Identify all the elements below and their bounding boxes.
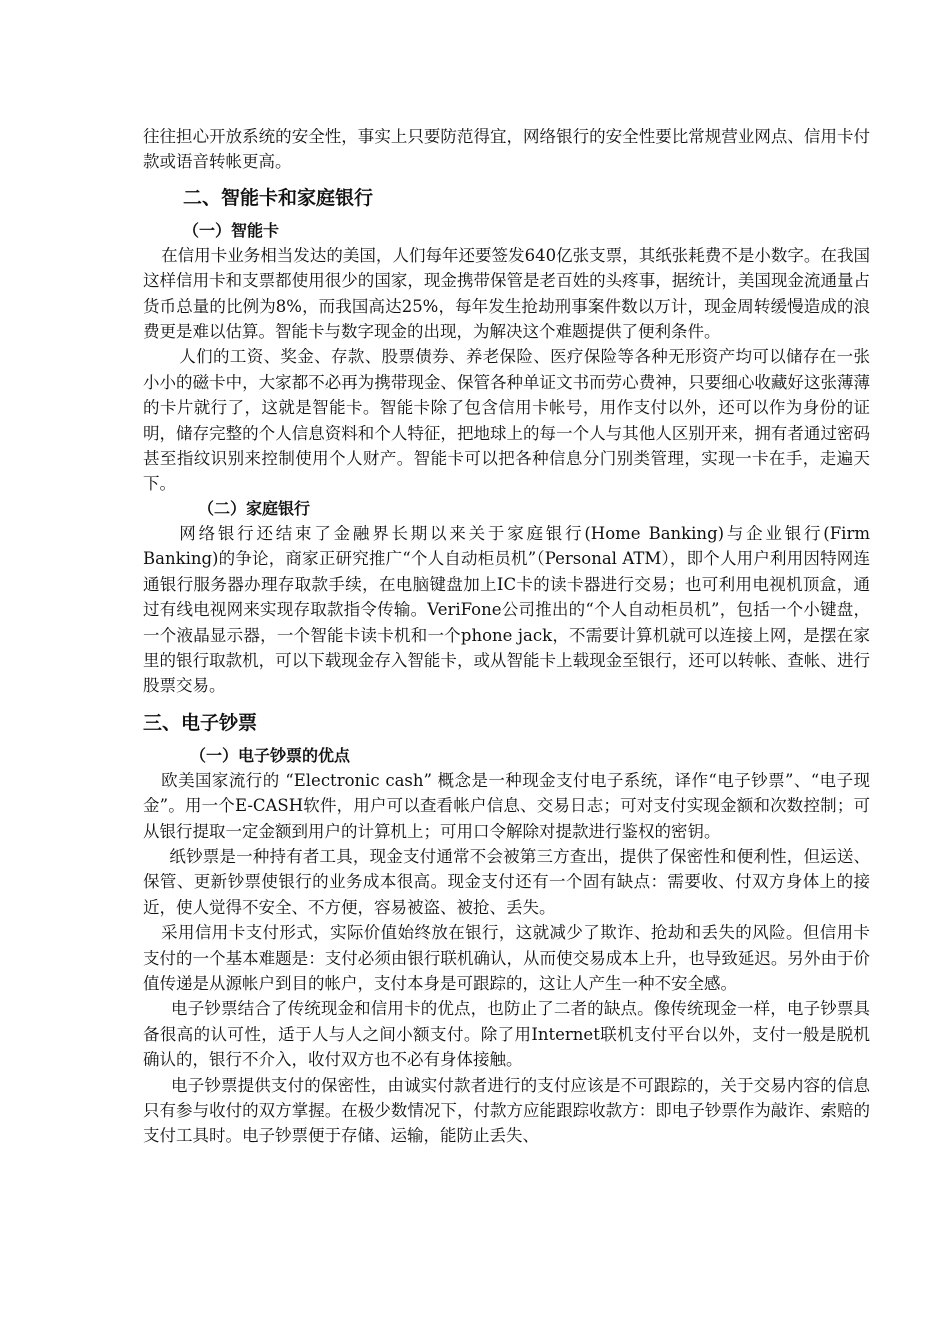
paragraph-ecash-3: 采用信用卡支付形式，实际价值始终放在银行，这就减少了欺诈、抢劫和丢失的风险。但信用卡支付的一个基本难题是：支付必须由银行联机确认，从而使交易成本上升，也导致延迟。另外由于价值传递是从源帐户到目的帐户，支付本身是可跟踪的，这让人产生一种不安全感。 [143, 923, 870, 993]
section-heading-smart-card-home-banking: 二、智能卡和家庭银行 [183, 186, 374, 209]
section-heading-electronic-cash: 三、电子钞票 [143, 711, 258, 734]
document-body [143, 124, 870, 1149]
paragraph-smart-card-1: 在信用卡业务相当发达的美国，人们每年还要签发640亿张支票，其纸张耗费不是小数字。在我国这样信用卡和支票都使用很少的国家，现金携带保管是老百姓的头疼事，据统计，美国现金流通量占货币总量的比例为8%，而我国高达25%，每年发生抢劫刑事案件数以万计，现金周转缓慢造成的浪费更是难以估算。智能卡与数字现金的出现，为解决这个难题提供了便利条件。 [143, 245, 870, 342]
paragraph-ecash-1: 欧美国家流行的 “Electronic cash” 概念是一种现金支付电子系统，译作“电子钞票”、“电子现金”。用一个E-CASH软件，用户可以查看帐户信息、交易日志；可对支付实现金额和次数控制；可从银行提取一定金额到用户的计算机上；可用口令解除对提款进行鉴权的密钥。 [143, 770, 870, 841]
subsection-heading-home-banking: （二）家庭银行 [198, 498, 311, 518]
paragraph-ecash-5: 电子钞票提供支付的保密性，由诚实付款者进行的支付应该是不可跟踪的，关于交易内容的信息只有参与收付的双方掌握。在极少数情况下，付款方应能跟踪收款方：即电子钞票作为敲诈、索赔的支付工具时。电子钞票便于存储、运输，能防止丢失、 [143, 1075, 870, 1146]
paragraph-smart-card-2: 人们的工资、奖金、存款、股票债券、养老保险、医疗保险等各种无形资产均可以储存在一张小小的磁卡中，大家都不必再为携带现金、保管各种单证文书而劳心费神，只要细心收藏好这张薄薄的卡片就行了，这就是智能卡。智能卡除了包含信用卡帐号，用作支付以外，还可以作为身份的证明，储存完整的个人信息资料和个人特征，把地球上的每一个人与其他人区别开来，拥有者通过密码甚至指纹识别来控制使用个人财产。智能卡可以把各种信息分门别类管理，实现一卡在手，走遍天下。 [143, 347, 870, 494]
paragraph-ecash-4: 电子钞票结合了传统现金和信用卡的优点，也防止了二者的缺点。像传统现金一样，电子钞票具备很高的认可性，适于人与人之间小额支付。除了用Internet联机支付平台以外，支付一般是脱机确认的，银行不介入，收付双方也不必有身体接触。 [143, 999, 870, 1070]
paragraph-ecash-2: 纸钞票是一种持有者工具，现金支付通常不会被第三方查出，提供了保密性和便利性，但运送、保管、更新钞票使银行的业务成本很高。现金支付还有一个固有缺点：需要收、付双方身体上的接近，使人觉得不安全、不方便，容易被盗、被抢、丢失。 [143, 846, 870, 917]
paragraph-intro: 往往担心开放系统的安全性，事实上只要防范得宜，网络银行的安全性要比常规营业网点、信用卡付款或语音转帐更高。 [143, 127, 870, 172]
subsection-heading-ecash-advantages: （一）电子钞票的优点 [190, 745, 351, 765]
paragraph-home-banking: 网络银行还结束了金融界长期以来关于家庭银行(Home Banking)与企业银行(Firm Banking)的争论，商家正研究推广“个人自动柜员机”（Personal ATM），即个人用户利用因特网连通银行服务器办理存取款手续，在电脑键盘加上IC卡的读卡器进行交易；也可利用电视机顶盒，通过有线电视网来实现存取款指令传输。VeriFone公司推出的“个人自动柜员机”，包括一个小键盘，一个液晶显示器，一个智能卡读卡机和一个phone jack，不需要计算机就可以连接上网，是摆在家里的银行取款机，可以下载现金存入智能卡，或从智能卡上载现金至银行，还可以转帐、查帐、进行股票交易。 [143, 523, 870, 696]
subsection-heading-smart-card: （一）智能卡 [183, 220, 280, 240]
